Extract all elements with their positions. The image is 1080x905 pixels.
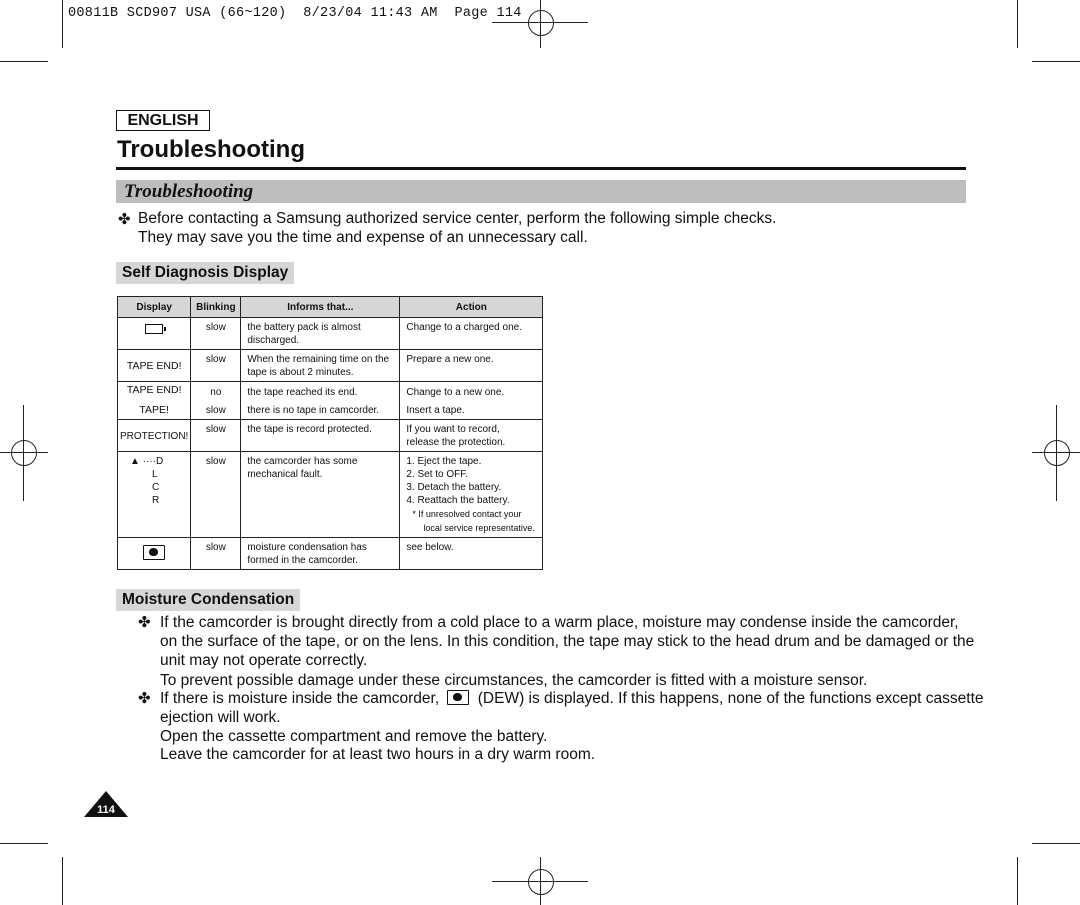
moisture-line: To prevent possible damage under these circumstances, the camcorder is fitted with a moisture sensor.: [160, 672, 868, 689]
column-header: Action: [400, 297, 543, 318]
dew-icon: [447, 690, 469, 705]
language-label: ENGLISH: [116, 110, 210, 131]
informs-cell: the tape reached its end.: [241, 382, 400, 402]
crop-mark: [1017, 0, 1018, 48]
display-text: ▲ ····D: [130, 456, 164, 467]
action-cell: Insert a tape.: [400, 401, 543, 420]
blinking-cell: slow: [191, 401, 241, 420]
crop-mark: [1032, 61, 1080, 62]
display-text: R: [152, 495, 160, 506]
section-title: Troubleshooting: [124, 181, 254, 202]
informs-line: the camcorder has some: [247, 456, 358, 467]
action-line: 1. Eject the tape.: [406, 456, 482, 467]
moisture-line: Leave the camcorder for at least two hours in a dry warm room.: [160, 746, 596, 763]
moisture-line: [160, 690, 984, 709]
informs-line: tape is about 2 minutes.: [247, 367, 354, 378]
informs-cell: [241, 538, 400, 570]
table-header-row: [118, 297, 543, 318]
column-header: Blinking: [191, 297, 241, 318]
table-row: [118, 538, 543, 570]
crop-mark: [1032, 843, 1080, 844]
informs-line: moisture condensation has: [247, 542, 367, 553]
title-rule: [116, 167, 966, 170]
blinking-cell: slow: [191, 350, 241, 382]
moisture-line: on the surface of the tape, or on the lens. In this condition, the tape may stick to the head drum and be damaged or the: [160, 633, 975, 650]
self-diagnosis-table: [117, 296, 543, 570]
crop-mark: [62, 0, 63, 48]
page-number-badge: [84, 791, 128, 817]
table-row: [118, 452, 543, 538]
registration-circle: [528, 10, 554, 36]
column-header: Informs that...: [241, 297, 400, 318]
bullet-icon: ✤: [138, 690, 151, 707]
informs-line: When the remaining time on the: [247, 354, 390, 365]
moisture-line: ejection will work.: [160, 709, 281, 726]
dew-icon: [143, 545, 165, 560]
informs-cell: [241, 350, 400, 382]
display-text: TAPE END!: [126, 359, 182, 372]
column-header: Display: [118, 297, 191, 318]
crop-mark: [62, 857, 63, 905]
moisture-text: If there is moisture inside the camcorder,: [160, 690, 440, 707]
action-line: 4. Reattach the battery.: [406, 495, 510, 506]
page-title: Troubleshooting: [117, 136, 305, 163]
informs-line: formed in the camcorder.: [247, 555, 358, 566]
crop-mark: [0, 61, 48, 62]
bullet-icon: ✤: [138, 614, 151, 631]
table-row: [118, 382, 543, 402]
display-cell: [118, 318, 191, 350]
moisture-line: If the camcorder is brought directly from a cold place to a warm place, moisture may condense inside the camcorder,: [160, 614, 959, 631]
informs-line: the battery pack is almost: [247, 322, 361, 333]
action-cell: [400, 420, 543, 452]
blinking-cell: slow: [191, 538, 241, 570]
display-cell: TAPE END!: [118, 382, 191, 402]
page-number-triangle: [84, 791, 128, 817]
section-bar: [116, 180, 966, 203]
blinking-cell: slow: [191, 420, 241, 452]
action-note: local service representative.: [423, 523, 535, 533]
informs-line: mechanical fault.: [247, 469, 323, 480]
action-cell: see below.: [400, 538, 543, 570]
display-cell: [118, 452, 191, 538]
table-row: [118, 401, 543, 420]
action-line: 2. Set to OFF.: [406, 469, 469, 480]
battery-icon: [145, 324, 163, 334]
action-cell: Prepare a new one.: [400, 350, 543, 382]
display-text: PROTECTION!: [120, 430, 189, 442]
action-line: 3. Detach the battery.: [406, 482, 502, 493]
action-line: release the protection.: [406, 437, 506, 448]
display-text: C: [152, 482, 160, 493]
moisture-line: unit may not operate correctly.: [160, 652, 368, 669]
informs-line: discharged.: [247, 335, 300, 346]
display-cell: [118, 538, 191, 570]
registration-circle: [528, 869, 554, 895]
action-line: If you want to record,: [406, 424, 500, 435]
registration-circle: [11, 440, 37, 466]
action-note: * If unresolved contact your: [412, 509, 522, 519]
page-number: 114: [97, 804, 115, 816]
action-cell: Change to a charged one.: [400, 318, 543, 350]
moisture-line: Open the cassette compartment and remove the battery.: [160, 728, 548, 745]
informs-cell: [241, 452, 400, 538]
intro-line: They may save you the time and expense of an unnecessary call.: [138, 229, 588, 246]
table-row: [118, 318, 543, 350]
table-row: [118, 420, 543, 452]
registration-circle: [1044, 440, 1070, 466]
blinking-cell: no: [191, 382, 241, 402]
display-text: L: [152, 469, 158, 480]
informs-cell: there is no tape in camcorder.: [241, 401, 400, 420]
crop-mark: [0, 843, 48, 844]
self-diagnosis-heading: Self Diagnosis Display: [116, 262, 294, 284]
action-cell: [400, 452, 543, 538]
action-cell: Change to a new one.: [400, 382, 543, 402]
informs-cell: [241, 318, 400, 350]
bullet-icon: ✤: [118, 211, 131, 228]
crop-mark: [1017, 857, 1018, 905]
display-cell: [118, 420, 191, 452]
blinking-cell: slow: [191, 452, 241, 538]
display-cell: [118, 350, 191, 382]
moisture-text: (DEW) is displayed. If this happens, none of the functions except cassette: [477, 690, 984, 707]
blinking-cell: slow: [191, 318, 241, 350]
intro-line: Before contacting a Samsung authorized service center, perform the following simple checks.: [138, 210, 777, 227]
print-header: 00811B SCD907 USA (66~120) 8/23/04 11:43 AM Page 114: [68, 6, 522, 21]
moisture-heading: Moisture Condensation: [116, 589, 300, 611]
display-cell: TAPE!: [118, 401, 191, 420]
table-row: [118, 350, 543, 382]
informs-cell: the tape is record protected.: [241, 420, 400, 452]
